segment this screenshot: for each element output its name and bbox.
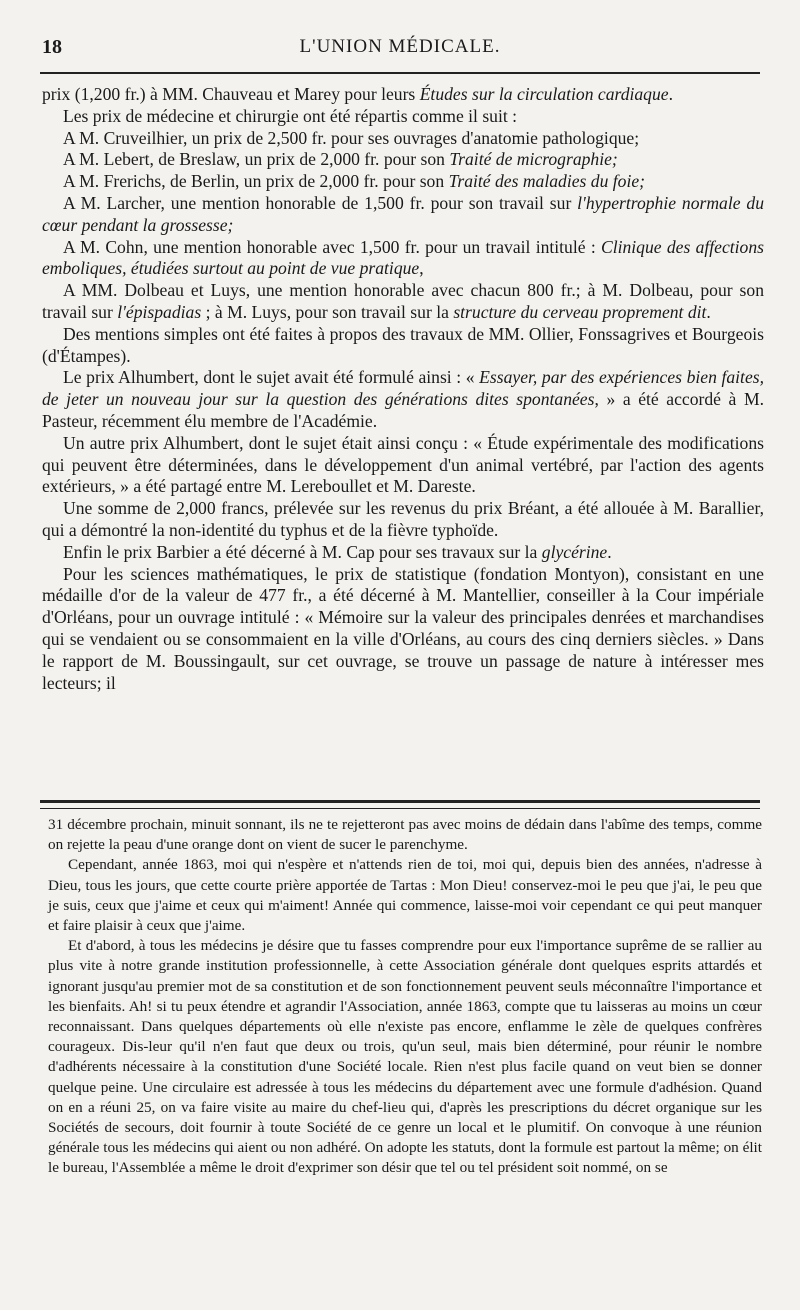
page-header [42,36,758,70]
main-article [42,84,764,694]
paragraph: prix (1,200 fr.) à MM. Chauveau et Marey pour leurs Études sur la circulation cardiaque. [42,84,673,104]
page-number: 18 [42,36,62,58]
paragraph: Des mentions simples ont été faites à propos des travaux de MM. Ollier, Fonssagrives et Bourgeois (d'Étampes). [42,323,764,366]
header-rule [40,72,760,74]
paragraph: Et d'abord, à tous les médecins je désire que tu fasses comprendre pour eux l'importance suprême de se rallier au plus vite à notre grande institution professionnelle, à cette Association générale dont quelques esprits attardés et ignorant jusqu'au premier mot de sa constitution et de son fonctionnement peuvent seuls méconnaître l'importance et les bienfaits. Ah! si tu peux étendre et agrandir l'Association, année 1863, compte que tu laisseras au moins un cœur reconnaissant. Dans quelques départements où elle n'existe pas encore, enflamme le zèle de quelques confrères courageux. Dis-leur qu'il n'en faut que deux ou trois, qu'un seul, mais bien déterminé, pour réunir le nombre d'adhérents nécessaire à la constitution d'une Société locale. Rien n'est plus facile quand on veut bien se donner quelque peine. Une circulaire est adressée à tous les médecins du département avec une formule d'adhésion. Quand on en a réuni 25, on va faire visite au maire du chef-lieu qui, d'après les prescriptions du décret organique sur les Sociétés de secours, doit fournir à toute Société de ce genre un local et le plumitif. On convoque à une réunion générale tous les médecins qui aient ou non adhéré. On adopte les statuts, dont la formule est partout la même; on élit le bureau, l'Assemblée a même le droit d'exprimer son désir que tel ou tel président soit nommé, on se [48,937,762,1177]
feuilleton-separator [40,800,760,809]
paragraph: A M. Lebert, de Breslaw, un prix de 2,000 fr. pour son Traité de micrographie; [63,149,618,170]
running-title: L'UNION MÉDICALE. [299,36,501,57]
paragraph: Les prix de médecine et chirurgie ont été répartis comme il suit : [63,105,518,126]
paragraph: 31 décembre prochain, minuit sonnant, ils ne te rejetteront pas avec moins de dédain dans l'abîme des temps, comme on rejette la peau d'une orange dont on vient de sucer le parenchyme. [48,816,762,854]
paragraph: A M. Cohn, une mention honorable avec 1,500 fr. pour un travail intitulé : Clinique des affections emboliques, étudiées surtout au point de vue pratique, [42,236,764,279]
paragraph: Enfin le prix Barbier a été décerné à M. Cap pour ses travaux sur la glycérine. [63,541,612,562]
paragraph: Un autre prix Alhumbert, dont le sujet était ainsi conçu : « Étude expérimentale des modifications qui peuvent être déterminées, dans le développement d'un animal vertébré, par l'action des agents extérieurs, » a été partagé entre M. Lereboullet et M. Dareste. [42,432,764,497]
paragraph: A M. Frerichs, de Berlin, un prix de 2,000 fr. pour son Traité des maladies du foie; [63,171,646,192]
paragraph: Le prix Alhumbert, dont le sujet avait été formulé ainsi : « Essayer, par des expériences bien faites, de jeter un nouveau jour sur la question des générations dites spontanées, » a été accordé à M. Pasteur, récemment élu membre de l'Académie. [42,367,764,431]
paragraph: A MM. Dolbeau et Luys, une mention honorable avec chacun 800 fr.; à M. Dolbeau, pour son travail sur l'épispadias ; à M. Luys, pour son travail sur la structure du cerveau proprement dit. [42,280,764,322]
paragraph: Pour les sciences mathématiques, le prix de statistique (fondation Montyon), consistant en une médaille d'or de la valeur de 477 fr., a été décerné à M. Mantellier, conseiller à la Cour impériale d'Orléans, pour un ouvrage intitulé : « Mémoire sur la valeur des principales denrées et marchandises qui se vendaient ou se consommaient en la ville d'Orléans, au cours des cinq derniers siècles. » Dans le rapport de M. Boussingault, sur cet ouvrage, se trouve un passage de nature à intéresser mes lecteurs; il [42,563,764,693]
paragraph: A M. Cruveilhier, un prix de 2,500 fr. pour ses ouvrages d'anatomie pathologique; [63,127,640,148]
paragraph: A M. Larcher, une mention honorable de 1,500 fr. pour son travail sur l'hypertrophie normale du cœur pendant la grossesse; [42,192,764,235]
paragraph: Une somme de 2,000 francs, prélevée sur les revenus du prix Bréant, a été allouée à M. Barallier, qui a démontré la non-identité du typhus et de la fièvre typhoïde. [42,498,764,540]
paragraph: Cependant, année 1863, moi qui n'espère et n'attends rien de toi, moi qui, depuis bien des années, n'adresse à Dieu, tous les jours, que cette courte prière apportée de Tartas : Mon Dieu! conservez-moi le peu que j'ai, le peu que je suis, ceux que j'aime et ceux qui m'aiment! Année qui commence, laisse-moi voir cependant ce qui peut manquer et faire plaisir à ceux que j'aime. [48,856,762,935]
feuilleton-column [48,815,762,1179]
